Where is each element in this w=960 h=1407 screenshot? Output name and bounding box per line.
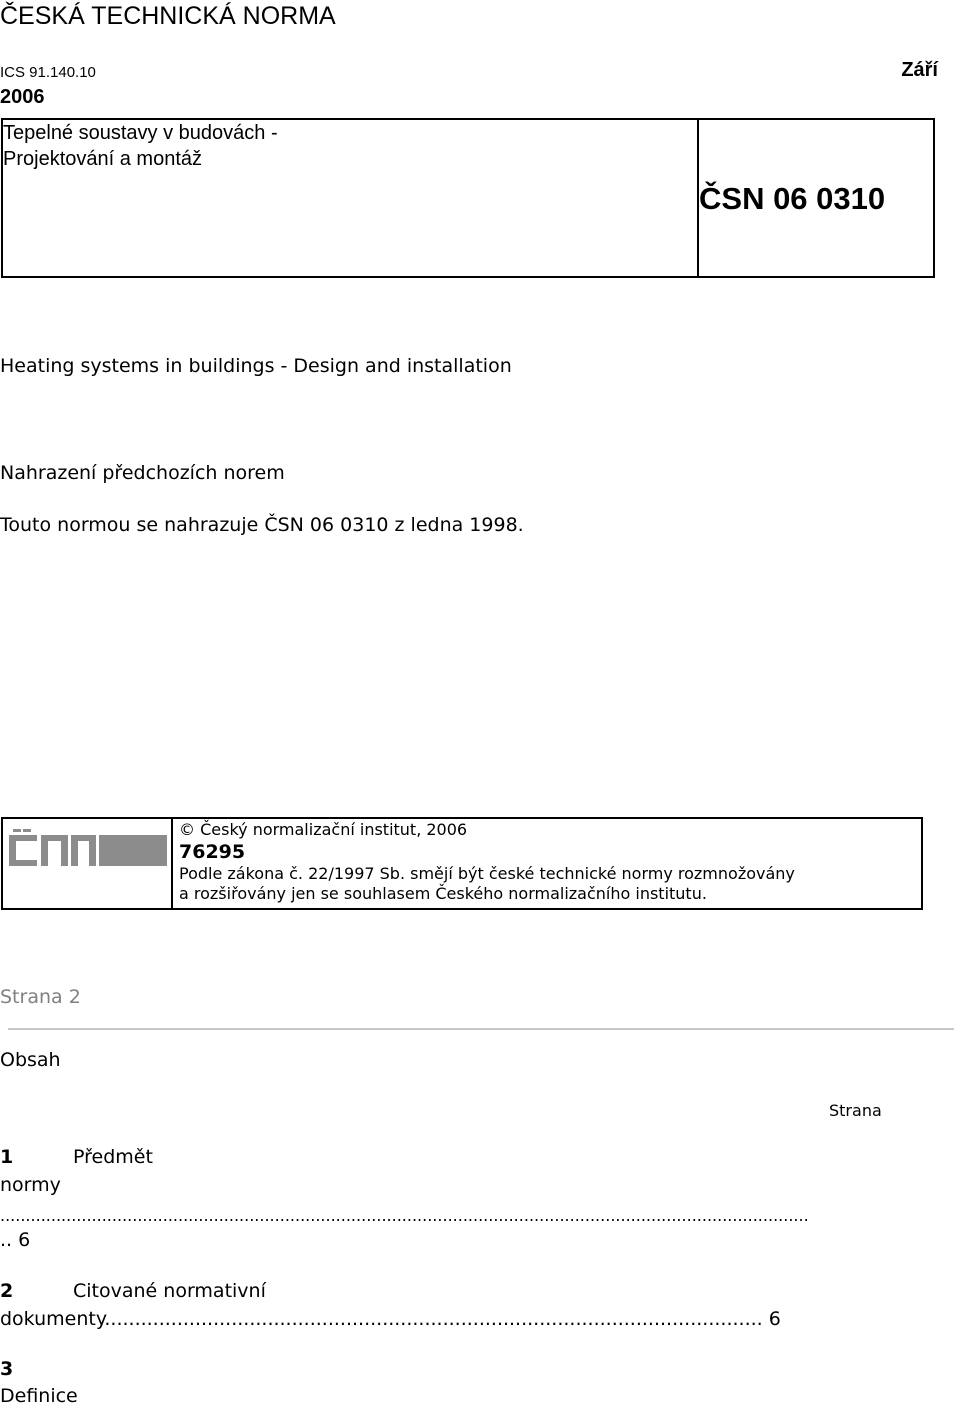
ics-code: ICS 91.140.10 <box>0 64 96 81</box>
czech-title <box>3 120 278 172</box>
toc-heading: Obsah <box>0 1049 61 1071</box>
czech-title-line-2: Projektování a montáž <box>3 148 202 170</box>
page-label: Strana 2 <box>0 986 81 1008</box>
standard-number: ČSN 06 0310 <box>699 181 886 216</box>
logo-cell <box>3 819 173 908</box>
toc-item-leader: ............................................................................................................................................................... <box>0 1206 809 1225</box>
toc-item-title-continued[interactable]: normy <box>0 1174 61 1196</box>
title-box <box>1 118 935 278</box>
copyright-line: © Český normalizační institut, 2006 <box>179 820 468 839</box>
catalog-number: 76295 <box>179 841 246 863</box>
toc-item-number: 1 <box>0 1146 14 1168</box>
czech-title-line-1: Tepelné soustavy v budovách - <box>3 122 278 144</box>
toc-item-number: 3 <box>0 1358 14 1380</box>
cni-logo-icon <box>9 829 167 869</box>
replacement-heading: Nahrazení předchozích norem <box>0 462 285 484</box>
toc-item-title[interactable]: Citované normativní <box>73 1280 266 1302</box>
toc-page-column-header: Strana <box>829 1101 882 1120</box>
toc-item-page[interactable]: .. 6 <box>0 1229 31 1251</box>
replacement-text: Touto normou se nahrazuje ČSN 06 0310 z ledna 1998. <box>0 514 524 536</box>
law-notice-line-2: a rozšiřovány jen se souhlasem Českého normalizačního institutu. <box>179 884 707 903</box>
copyright-box <box>1 817 923 910</box>
toc-item-number: 2 <box>0 1280 14 1302</box>
publication-month: Září <box>901 59 938 81</box>
publication-year: 2006 <box>0 86 45 108</box>
toc-item-title-continued[interactable]: dokumenty............................................................................................................. 6 <box>0 1308 781 1330</box>
english-title: Heating systems in buildings - Design and installation <box>0 355 512 377</box>
toc-item-title[interactable]: Definice <box>0 1385 78 1407</box>
law-notice-line-1: Podle zákona č. 22/1997 Sb. smějí být české technické normy rozmnožovány <box>179 864 795 883</box>
document-title: ČESKÁ TECHNICKÁ NORMA <box>0 2 336 30</box>
page-separator <box>8 1028 954 1030</box>
copyright-info <box>179 819 795 904</box>
toc-item-title[interactable]: Předmět <box>73 1146 153 1168</box>
